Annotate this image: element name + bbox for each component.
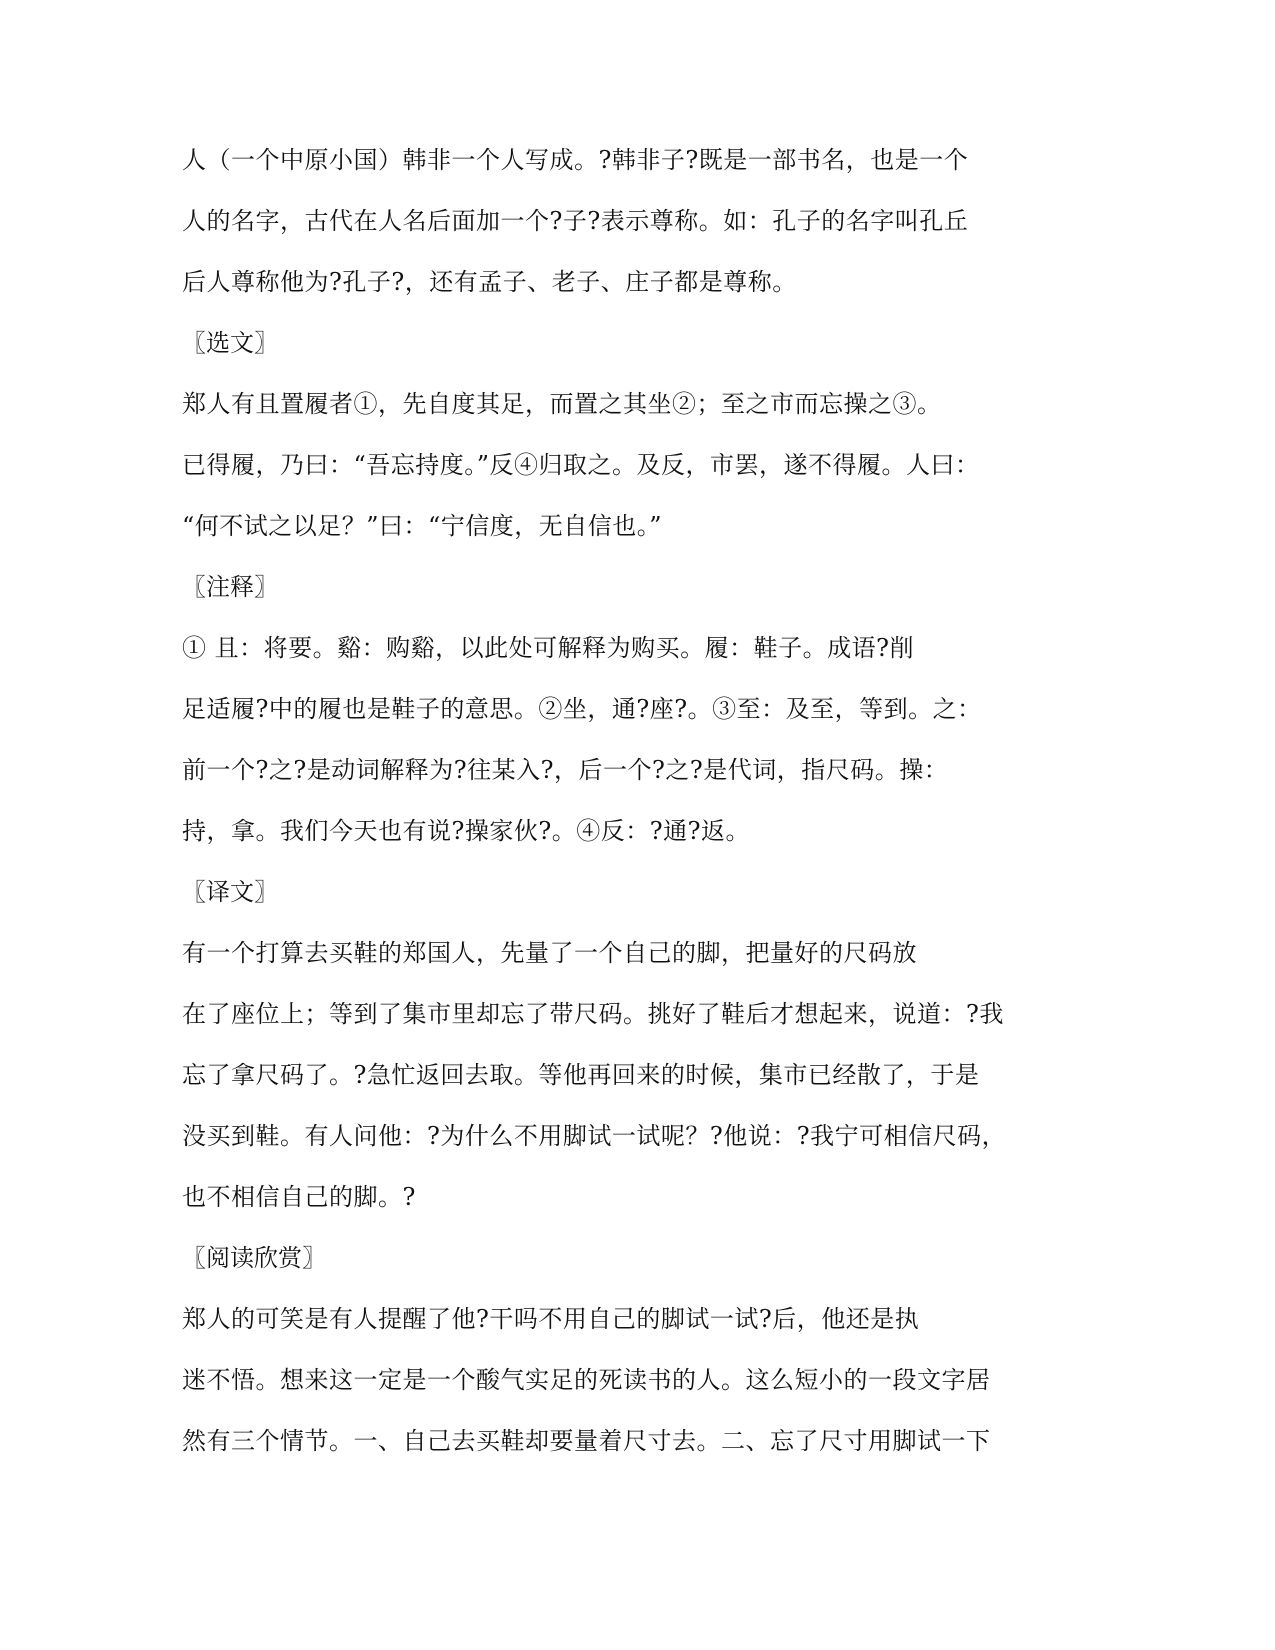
text-line: 有一个打算去买鞋的郑国人，先量了一个自己的脚，把量好的尺码放 [182,939,917,967]
document-body [182,140,1062,1482]
text-line: 忘了拿尺码了。?急忙返回去取。等他再回来的时候，集市已经散了，于是 [182,1061,980,1089]
text-line: 人的名字，古代在人名后面加一个?子?表示尊称。如：孔子的名字叫孔丘 [182,207,969,235]
section-heading-selected-text: 〖选文〗 [182,329,278,357]
section-heading-translation: 〖译文〗 [182,878,278,906]
text-line: 后人尊称他为?孔子?，还有孟子、老子、庄子都是尊称。 [182,268,797,296]
text-line: 郑人有且置履者①，先自度其足，而置之其坐②；至之市而忘操之③。 [182,390,942,418]
text-line: 迷不悟。想来这一定是一个酸气实足的死读书的人。这么短小的一段文字居 [182,1366,991,1394]
section-heading-notes: 〖注释〗 [182,573,278,601]
text-line: 已得履，乃曰：“吾忘持度。”反④归取之。及反，市罢，遂不得履。人曰： [182,451,980,479]
text-line: 足适履?中的履也是鞋子的意思。②坐，通?座?。③至：及至，等到。之： [182,695,982,723]
text-line: 前一个?之?是动词解释为?往某入?，后一个?之?是代词，指尺码。操： [182,756,949,784]
text-line: 也不相信自己的脚。? [182,1183,416,1211]
text-line: ① 且：将要。谿：购谿，以此处可解释为购买。履：鞋子。成语?削 [182,634,914,662]
text-line: 没买到鞋。有人问他：?为什么不用脚试一试呢？?他说：?我宁可相信尺码， [182,1122,1007,1150]
text-line: 持，拿。我们今天也有说?操家伙?。④反：?通?返。 [182,817,750,845]
text-line: 人（一个中原小国）韩非一个人写成。?韩非子?既是一部书名，也是一个 [182,146,969,174]
text-line: “何不试之以足？”曰：“宁信度，无自信也。” [182,512,663,540]
section-heading-appreciation: 〖阅读欣赏〗 [182,1244,326,1272]
text-line: 郑人的可笑是有人提醒了他?干吗不用自己的脚试一试?后，他还是执 [182,1305,920,1333]
text-line: 然有三个情节。一、自己去买鞋却要量着尺寸去。二、忘了尺寸用脚试一下 [182,1427,991,1455]
text-line: 在了座位上；等到了集市里却忘了带尺码。挑好了鞋后才想起来，说道：?我 [182,1000,1004,1028]
